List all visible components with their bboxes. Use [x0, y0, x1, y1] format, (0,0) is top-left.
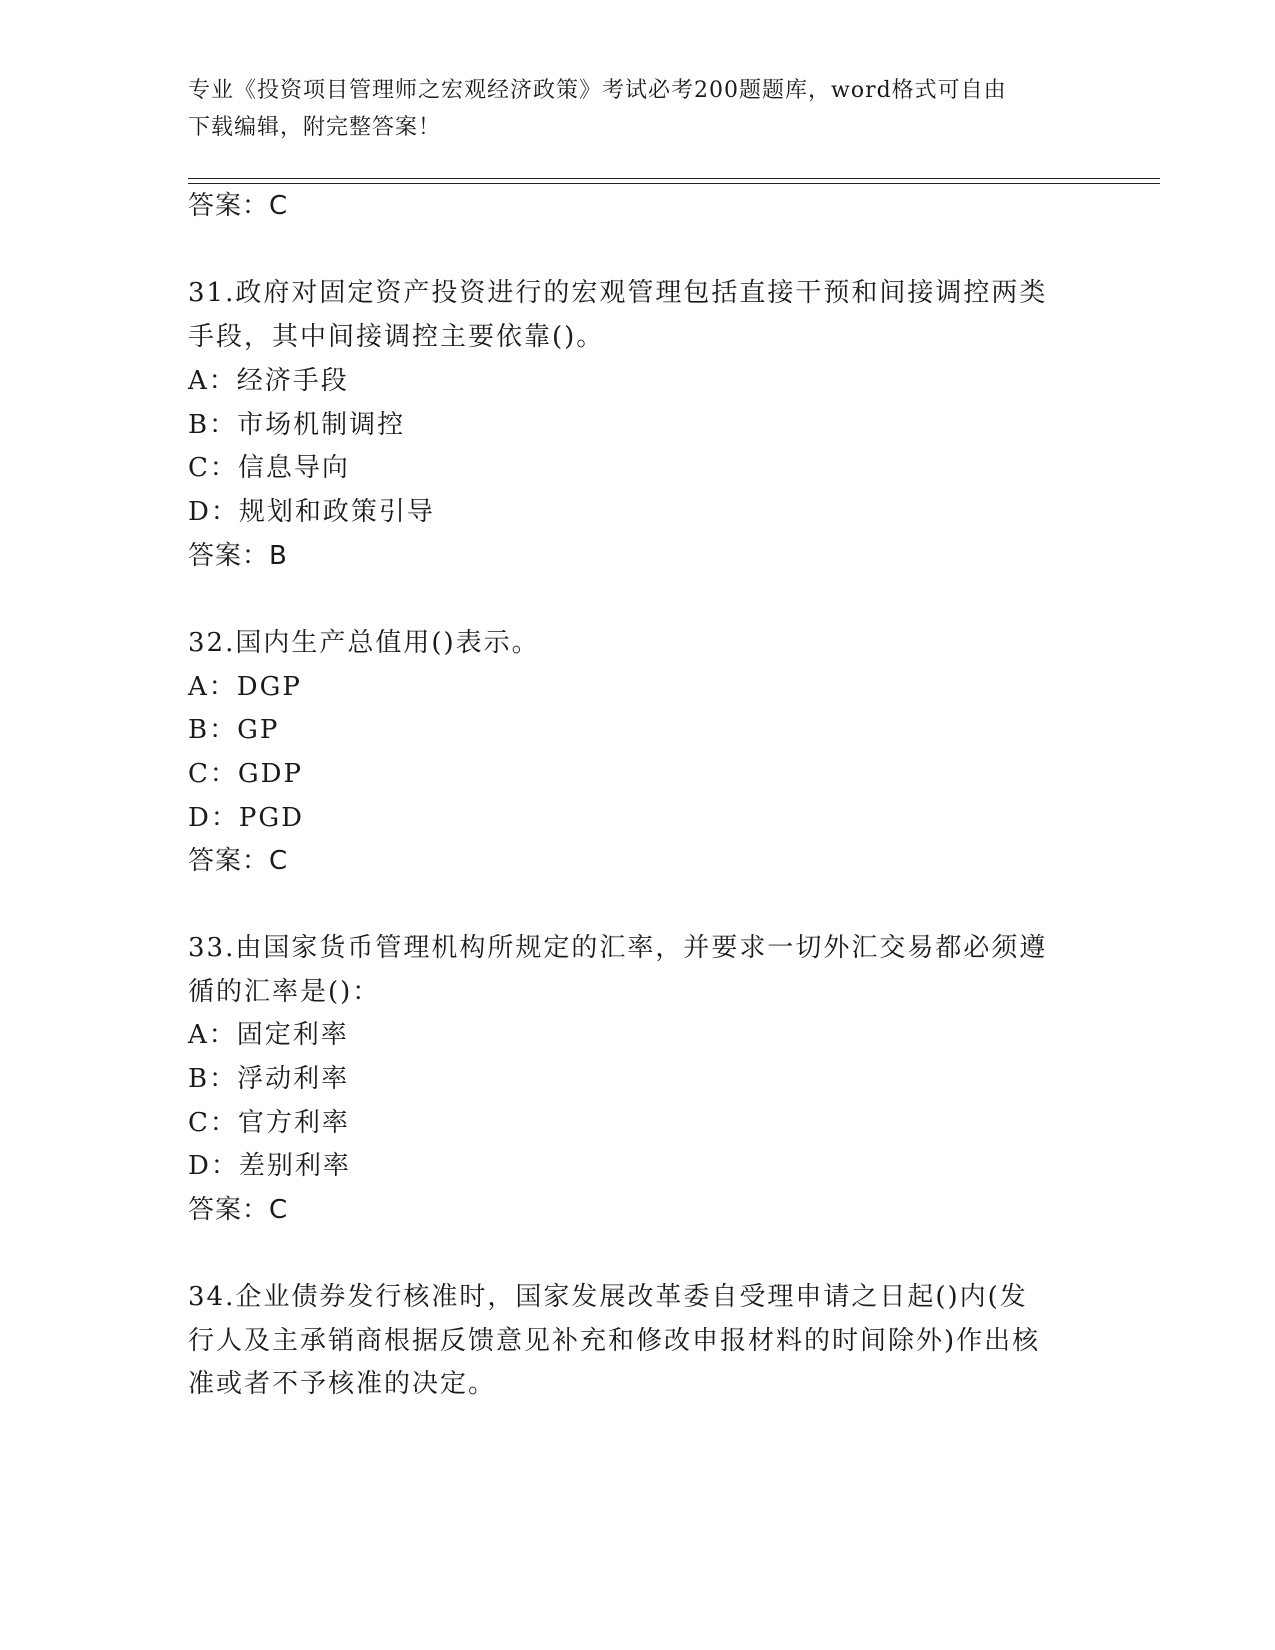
q33-option-d: D：差别利率 [188, 1151, 351, 1181]
q31-stem-line-1: 31.政府对固定资产投资进行的宏观管理包括直接干预和间接调控两类 [188, 278, 1048, 308]
q32-answer: 答案：C [188, 846, 289, 876]
q32-option-b: B：GP [188, 715, 280, 745]
q32-option-c: C：GDP [188, 759, 304, 789]
q31-stem-line-2: 手段，其中间接调控主要依靠()。 [188, 322, 605, 352]
header-line-1: 专业《投资项目管理师之宏观经济政策》考试必考200题题库，word格式可自由 [188, 78, 1007, 103]
q33-answer: 答案：C [188, 1195, 289, 1225]
q32-stem-line-1: 32.国内生产总值用()表示。 [188, 628, 540, 658]
header-rule-bottom [188, 183, 1160, 184]
q33-option-a: A：固定利率 [188, 1020, 349, 1050]
q33-stem-line-2: 循的汇率是()： [188, 977, 381, 1007]
q31-option-b: B：市场机制调控 [188, 410, 406, 440]
q33-stem-line-1: 33.由国家货币管理机构所规定的汇率，并要求一切外汇交易都必须遵 [188, 933, 1048, 963]
q33-option-c: C：官方利率 [188, 1108, 350, 1138]
q31-option-c: C：信息导向 [188, 453, 350, 483]
q31-option-a: A：经济手段 [188, 366, 349, 396]
q33-option-b: B：浮动利率 [188, 1064, 350, 1094]
header-line-2: 下载编辑，附完整答案！ [188, 115, 442, 140]
q34-stem-line-2: 行人及主承销商根据反馈意见补充和修改申报材料的时间除外)作出核 [188, 1326, 1041, 1356]
q32-option-a: A：DGP [188, 672, 302, 702]
page-header [188, 72, 1088, 146]
q31-answer: 答案：B [188, 541, 288, 571]
previous-answer: 答案：C [188, 191, 289, 221]
q31-option-d: D：规划和政策引导 [188, 497, 435, 527]
q32-option-d: D：PGD [188, 803, 304, 833]
q34-stem-line-3: 准或者不予核准的决定。 [188, 1369, 497, 1399]
q34-stem-line-1: 34.企业债券发行核准时，国家发展改革委自受理申请之日起()内(发 [188, 1282, 1028, 1312]
header-rule-top [188, 178, 1160, 179]
